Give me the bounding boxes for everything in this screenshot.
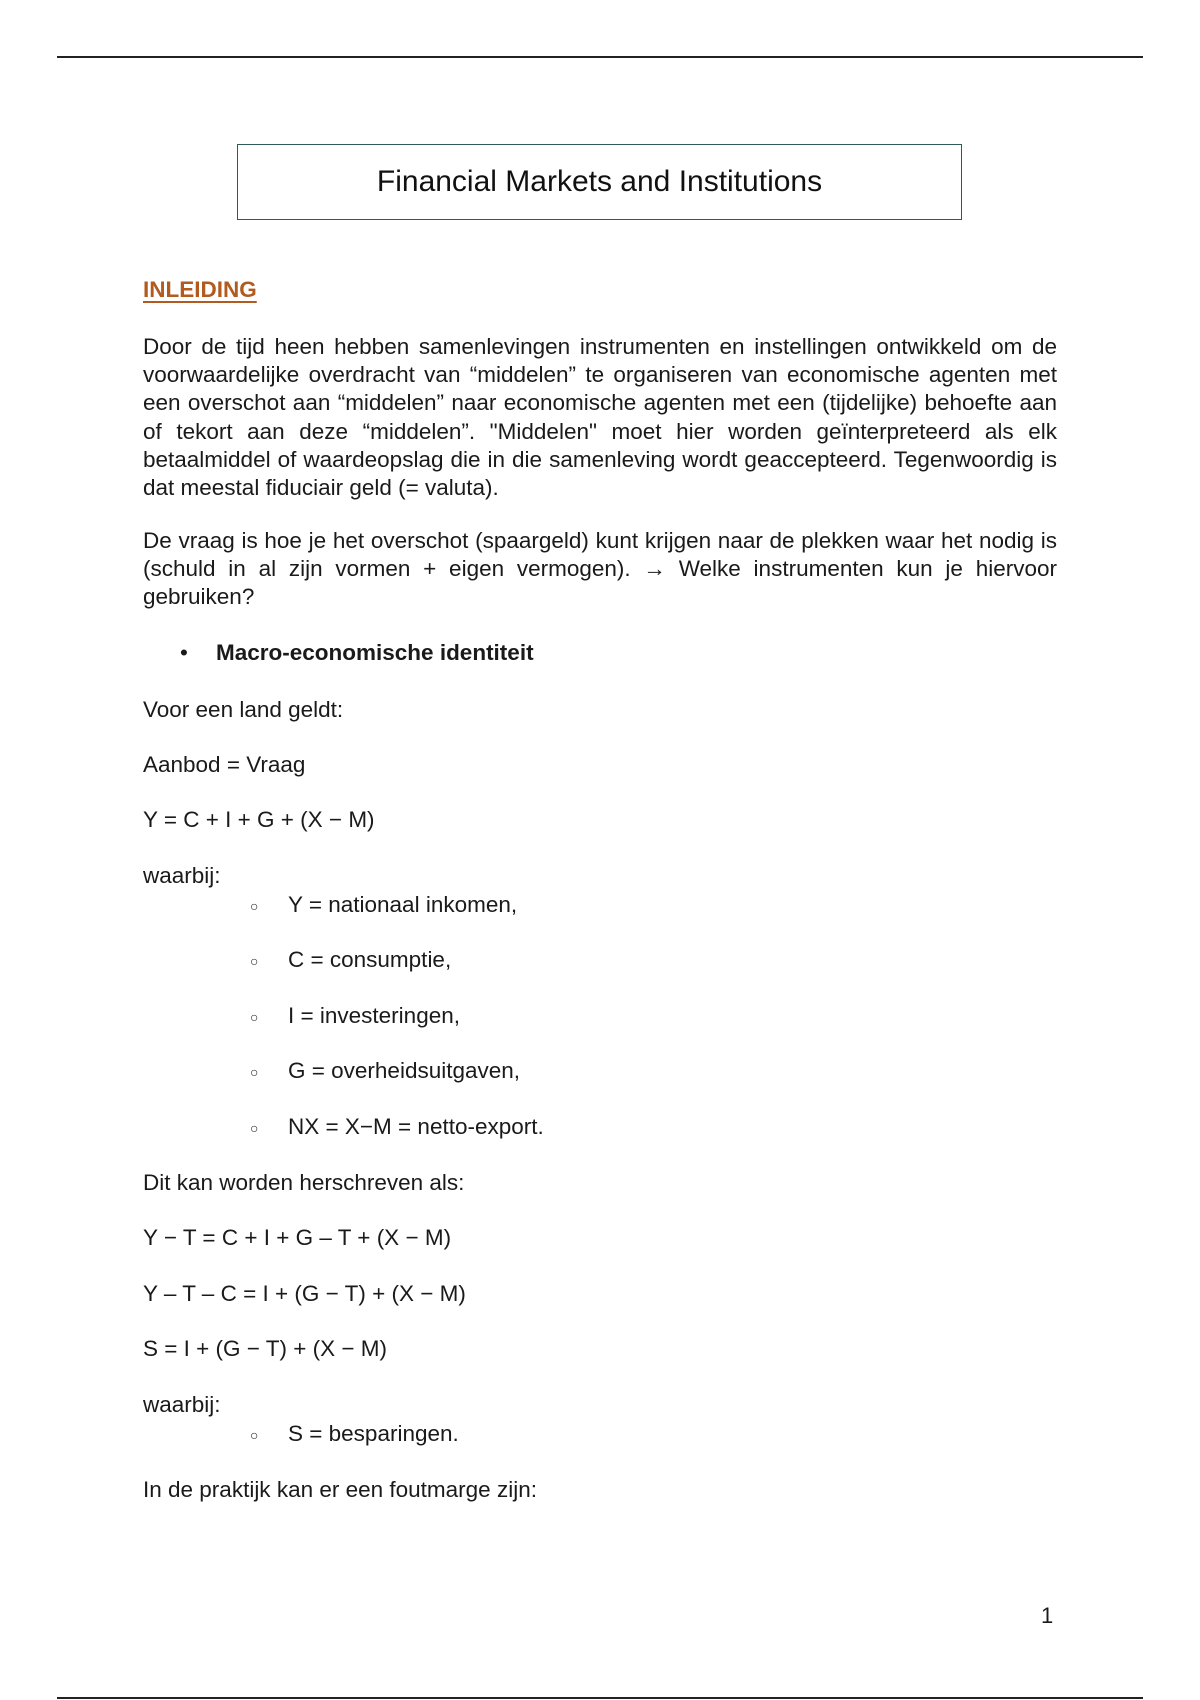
section-heading: INLEIDING	[143, 277, 257, 302]
definition-item: ○ C = consumptie,	[250, 946, 451, 975]
text-practice: In de praktijk kan er een foutmarge zijn:	[143, 1477, 537, 1502]
bottom-rule	[57, 1697, 1143, 1699]
equation-savings: S = I + (G − T) + (X − M)	[143, 1336, 388, 1361]
definition-item-savings: ○ S = besparingen.	[250, 1420, 459, 1449]
bullet-label: Macro-economische identiteit	[216, 640, 534, 665]
text-country-rule: Voor een land geldt:	[143, 697, 344, 722]
definition-item: ○ I = investeringen,	[250, 1002, 460, 1031]
text-waarbij-1: waarbij:	[143, 863, 221, 888]
circle-bullet-icon: ○	[250, 1427, 259, 1444]
definition-item: ○ Y = nationaal inkomen,	[250, 891, 517, 920]
definition-item: ○ NX = X−M = netto-export.	[250, 1113, 544, 1142]
equation-savings-expanded: Y – T – C = I + (G − T) + (X − M)	[143, 1281, 466, 1306]
circle-bullet-icon: ○	[250, 953, 259, 970]
top-rule	[57, 56, 1143, 58]
definition-item: ○ G = overheidsuitgaven,	[250, 1057, 520, 1086]
bullet-dot-icon: •	[180, 640, 188, 665]
equation-gdp: Y = C + I + G + (X − M)	[143, 807, 375, 832]
text-supply-demand: Aanbod = Vraag	[143, 752, 306, 777]
circle-bullet-icon: ○	[250, 1120, 259, 1137]
text-waarbij-2: waarbij:	[143, 1392, 221, 1417]
circle-bullet-icon: ○	[250, 1009, 259, 1026]
text-rewrite: Dit kan worden herschreven als:	[143, 1170, 465, 1195]
circle-bullet-icon: ○	[250, 898, 259, 915]
page-number: 1	[1041, 1603, 1054, 1628]
circle-bullet-icon: ○	[250, 1064, 259, 1081]
document-title: Financial Markets and Institutions	[237, 144, 962, 220]
paragraph-question: De vraag is hoe je het overschot (spaargeld) kunt krijgen naar de plekken waar het nodig is (schuld in al zijn vormen + eigen vermogen). → Welke instrumenten kun je hiervoor gebruiken?	[143, 528, 1057, 610]
equation-disposable: Y − T = C + I + G – T + (X − M)	[143, 1225, 452, 1250]
bullet-macro-identity	[180, 640, 534, 666]
paragraph-intro: Door de tijd heen hebben samenlevingen instrumenten en instellingen ontwikkeld om de voorwaardelijke overdracht van “middelen” te organiseren van economische agenten met een overschot aan “middelen” naar economische agenten met een (tijdelijke) behoefte aan of tekort aan deze “middelen”. "Middelen" moet hier worden geïnterpreteerd als elk betaalmiddel of waardeopslag die in die samenleving wordt geaccepteerd. Tegenwoordig is dat meestal fiduciair geld (= valuta).	[143, 334, 1057, 501]
